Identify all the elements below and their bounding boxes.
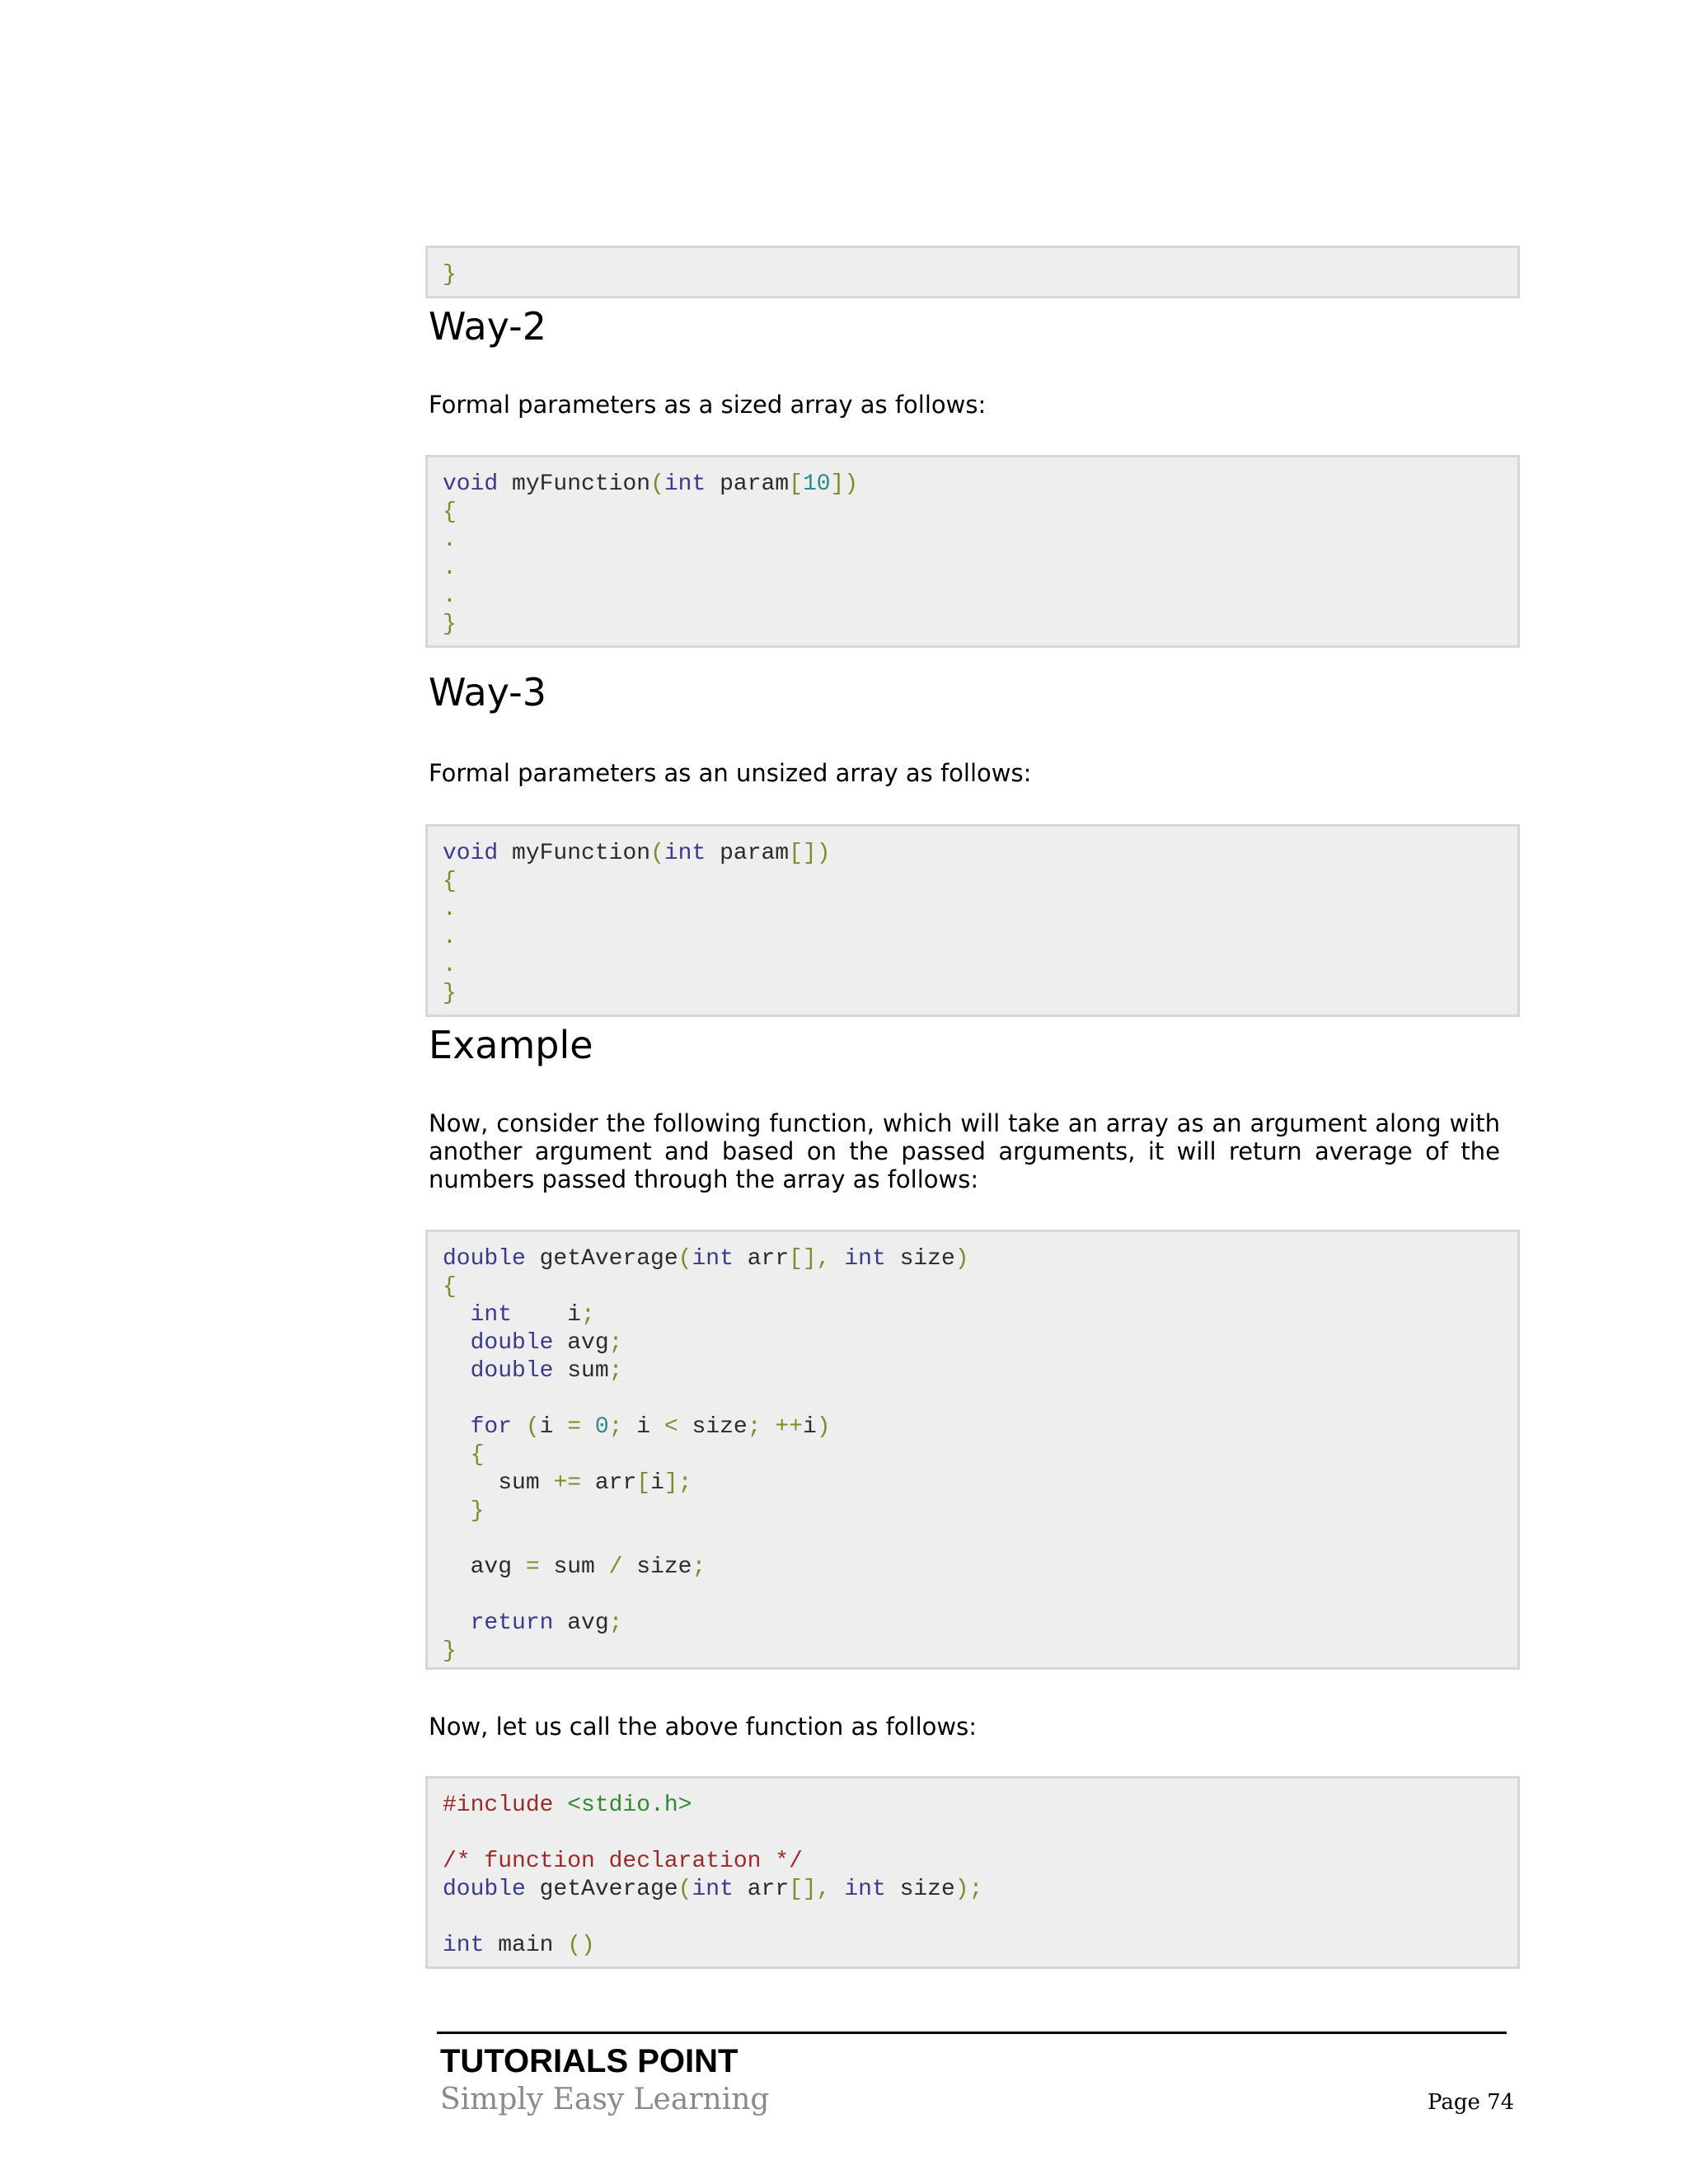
code-block-main [425,1776,1520,1969]
code-line-blank [443,1820,1517,1848]
section-heading-example: Example [429,1023,593,1067]
code-line: double avg; [470,1330,623,1356]
code-line-blank [443,1904,1517,1932]
example-description: Now, consider the following function, which will take an array as an argument along with another argument and based on the passed arguments, it will return average of the numbers passed through the array as follows: [429,1109,1500,1193]
code-line: } [443,612,457,637]
way-3-description: Formal parameters as an unsized array as follows: [429,759,1032,787]
code-line: double getAverage(int arr[], int size) [443,1246,969,1272]
code-line: { [443,869,457,894]
code-line: . [443,925,457,950]
code-block-sized-array [425,455,1520,648]
code-line: double getAverage(int arr[], int size); [443,1877,983,1902]
footer-brand: TUTORIALS POINT [440,2043,738,2079]
code-line: return avg; [470,1610,623,1636]
code-block-closing [425,246,1520,298]
code-line: void myFunction(int param[10]) [443,471,859,497]
code-line: } [443,1638,457,1664]
footer-tagline: Simply Easy Learning [440,2083,770,2116]
code-line: { [470,1442,485,1468]
code-line: for (i = 0; i < size; ++i) [470,1414,831,1440]
footer-divider [437,2032,1507,2034]
section-heading-way-2: Way-2 [429,304,547,349]
code-line: sum += arr[i]; [498,1470,692,1496]
code-line: . [443,583,457,609]
code-line: double sum; [470,1358,623,1384]
code-line: . [443,555,457,581]
code-line: } [470,1498,485,1524]
code-line: avg = sum / size; [470,1554,706,1580]
code-line-blank [443,1385,1517,1413]
code-line: . [443,527,457,553]
code-line: } [443,981,457,1006]
code-line: . [443,897,457,922]
code-line: { [443,1274,457,1300]
code-line: int i; [470,1302,595,1328]
code-line-blank [443,1582,1517,1610]
code-line-blank [443,1526,1517,1554]
code-line: { [443,499,457,525]
code-comment: /* function declaration */ [443,1849,803,1874]
section-heading-way-3: Way-3 [429,670,547,715]
way-2-description: Formal parameters as a sized array as follows: [429,391,987,419]
code-block-unsized-array [425,824,1520,1017]
code-line: } [443,262,457,288]
page-number: Page 74 [1428,2090,1515,2115]
code-line: int main () [443,1933,595,1958]
code-block-get-average [425,1230,1520,1670]
code-line: void myFunction(int param[]) [443,841,831,866]
code-line: . [443,953,457,978]
code-line: #include <stdio.h> [443,1793,692,1818]
call-description: Now, let us call the above function as follows: [429,1713,977,1741]
